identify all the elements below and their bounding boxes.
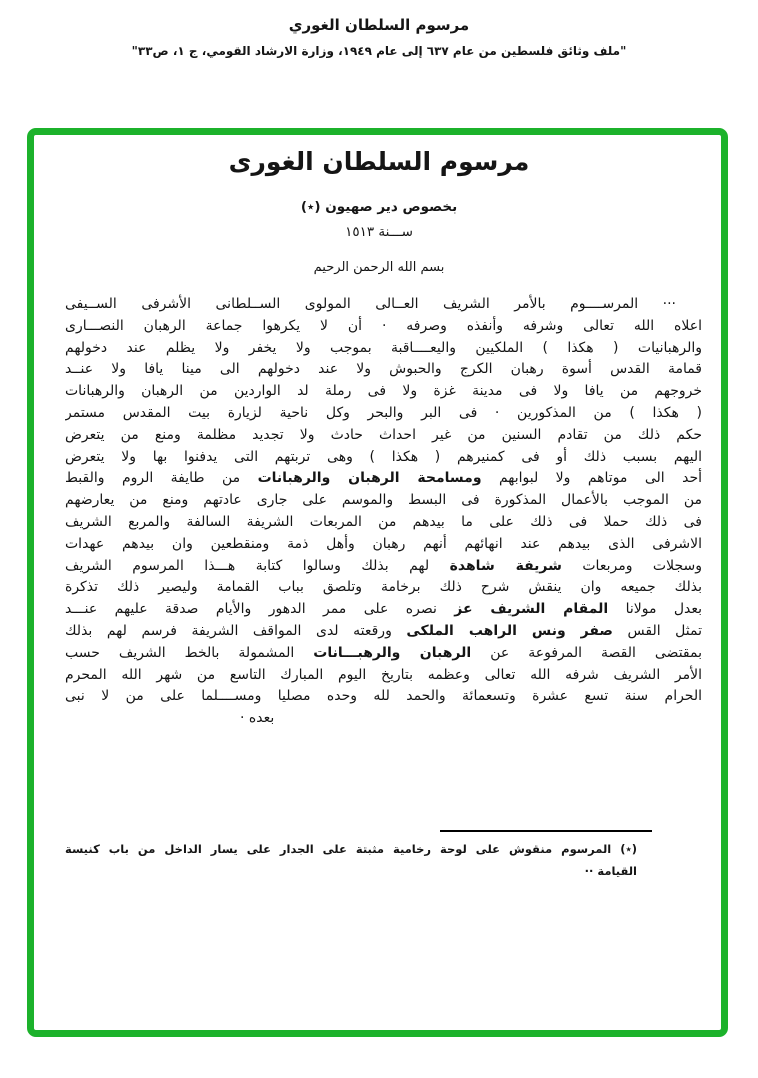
footnote-divider <box>440 830 652 832</box>
decree-title: مرسوم السلطان الغورى <box>228 147 530 176</box>
body-line: حكم ذلك من تقادم السنين من غير احداث حادث ولا تجديد مظلمة ومنع من يتعرض <box>65 426 702 443</box>
body-line: من الموجب بالأعمال المذكورة فى البسط والموسم على جارى عادتهم ومنع من يعارضهم <box>65 492 702 509</box>
body-line: وسجلات ومربعات شريفة شاهدة لهم بذلك وسالوا كتابة هـــذا المرسوم الشريف <box>65 557 702 574</box>
body-line: فى ذلك حملا فى ذلك على ما بيدهم من المربعات الشريفة السالفة والمربع الشريف <box>65 513 702 530</box>
body-line: الأمر الشريف شرفه الله تعالى وعظمه بتاريخ اليوم المبارك التاسع من شهر الله المحرم <box>65 666 702 683</box>
body-line: الحرام سنة تسع عشرة وتسعمائة والحمد لله وحده مصليا ومســــلما على من لا نبى <box>65 688 702 705</box>
body-line: اليهم بسبب ذلك أو فى كمنيرهم ( هكذا ) وهى تربتهم التى يدفنوا بها ولا يتعرض <box>65 448 702 465</box>
body-line: تمثل القس صفر ونس الراهب الملكى ورقعته لدى المواقف الشريفة فرسم لهم بذلك <box>65 622 702 639</box>
body-line: والرهبانيات ( هكذا ) الملكيين واليعــــاقبة بموجب ولا يخفر ولا يظلم عند دخولهم <box>65 339 702 356</box>
body-line: بعدل مولانا المقام الشريف عز نصره على ممر الدهور والأيام صدقة عليهم عنـــد <box>65 601 702 618</box>
decree-subtitle: بخصوص دير صهيون (٭) <box>300 199 458 215</box>
body-line: بمقتضى القصة المرفوعة عن الرهبان والرهبـــانات المشمولة بالخط الشريف حسب <box>65 644 702 661</box>
body-line: خروجهم من يافا ولا فى مدينة غزة ولا فى رملة لد الواردين من الرهبان والرهبانات <box>65 383 702 400</box>
body-line: بذلك جميعه وان ينقش شرح ذلك برخامة وتلصق بباب القمامة وليصير ذلك تذكرة <box>65 579 702 596</box>
footnote-line: (٭) المرسوم منقوش على لوحة رخامية مثبتة على الجدار على يسار الداخل من باب كنيسة <box>65 842 637 856</box>
footnote-block <box>65 838 637 882</box>
body-line: اعلاه الله تعالى وشرفه وأنفذه وصرفه · أن لا يكرهوا جماعة الرهبان النصـــارى <box>65 317 702 334</box>
page-header-title: مرسوم السلطان الغوري <box>288 16 470 34</box>
body-line: أحد الى موتاهم ولا لبوابهم ومسامحة الرهبان والرهبانات من طايفة الروم والقبط <box>65 470 702 487</box>
page-header-source: "ملف وثائق فلسطين من عام ٦٣٧ إلى عام ١٩٤٩، وزارة الارشاد القومي، ج ١، ص٣٣" <box>131 44 627 58</box>
body-line: ··· المرســــوم بالأمر الشريف العــالى المولوى الســلطانى الأشرفى الســيفى <box>65 296 676 312</box>
body-line: الاشرفى الذى بيدهم عند انهائهم أنهم رهبان وأهل ذمة ومنقطعين وان بيدهم عهدات <box>65 535 702 552</box>
body-line: قمامة القدس أسوة رهبان الكرج والحبوش ولا عند دخولهم الى مينا يافا ولا عنــد <box>65 361 702 378</box>
footnote-line: القيامة ·· <box>584 864 637 878</box>
decree-body <box>65 294 702 730</box>
body-line: ( هكذا ) من المذكورين · فى البر والبحر وكل ناحية لزيارة بيت المقدس مستمر <box>65 404 702 421</box>
decree-year: ســـنة ١٥١٣ <box>345 224 413 240</box>
body-line: بعده · <box>240 710 275 727</box>
basmala-line: بسم الله الرحمن الرحيم <box>313 260 445 275</box>
